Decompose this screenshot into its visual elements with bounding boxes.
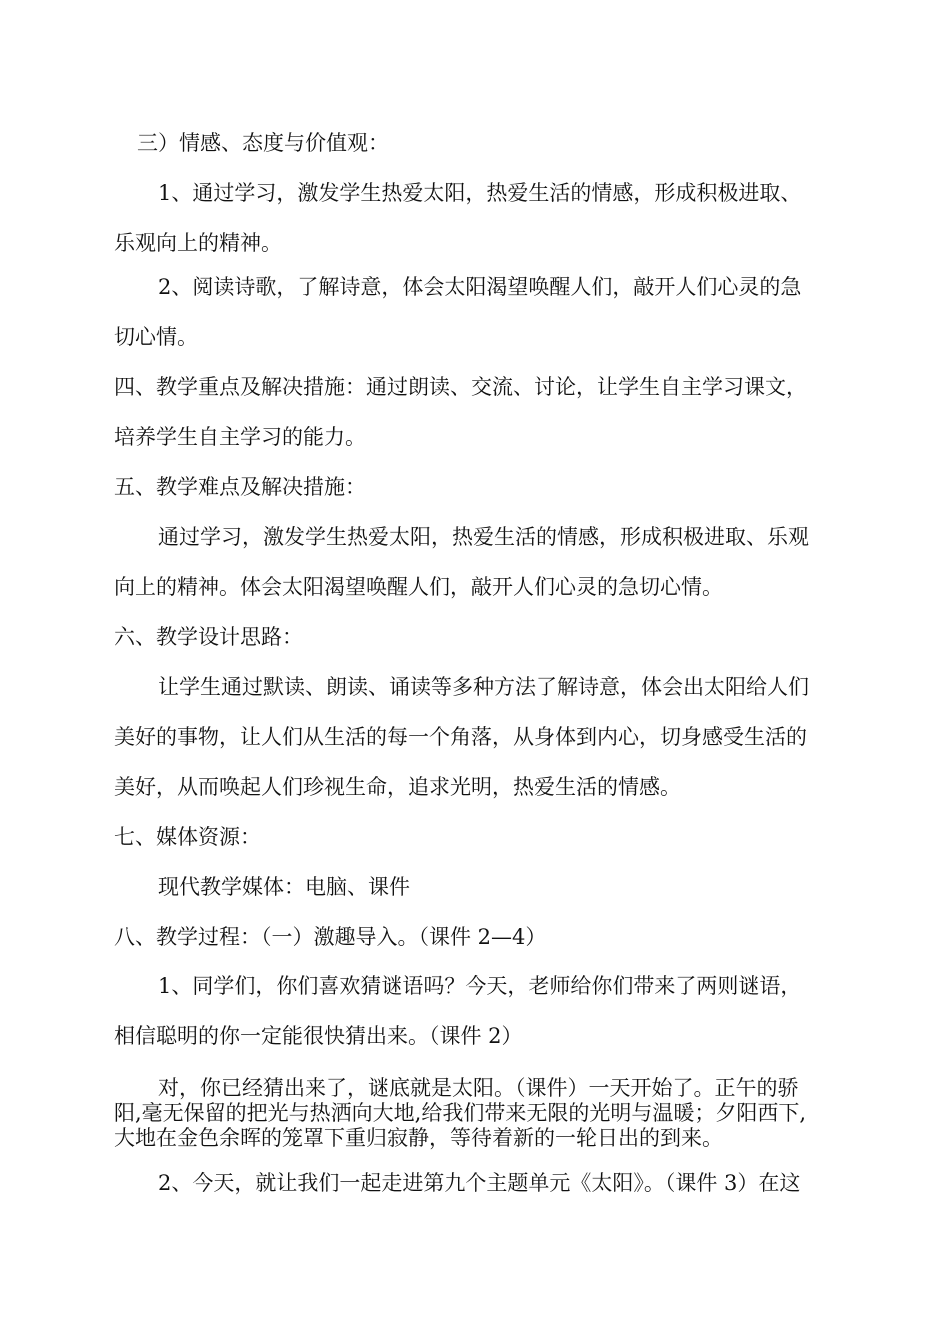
section-3-item-1-line-2: 乐观向上的精神。 (114, 231, 282, 255)
section-5-body-line-1: 通过学习，激发学生热爱太阳，热爱生活的情感，形成积极进取、乐观 (158, 525, 809, 549)
section-5-heading: 五、教学难点及解决措施： (114, 475, 366, 499)
section-3-item-1-line-1: 1、通过学习，激发学生热爱太阳，热爱生活的情感，形成积极进取、 (158, 181, 802, 205)
section-6-body-line-1: 让学生通过默读、朗读、诵读等多种方法了解诗意，体会出太阳给人们 (158, 675, 809, 699)
section-6-heading: 六、教学设计思路： (114, 625, 303, 649)
section-5-body-line-2: 向上的精神。体会太阳渴望唤醒人们，敲开人们心灵的急切心情。 (114, 575, 723, 599)
section-6-body-line-2: 美好的事物，让人们从生活的每一个角落，从身体到内心，切身感受生活的 (114, 725, 807, 749)
section-8-paragraph-line-3: 大地在金色余晖的笼罩下重归寂静，等待着新的一轮日出的到来。 (114, 1126, 723, 1150)
section-3-item-2-line-1: 2、阅读诗歌，了解诗意，体会太阳渴望唤醒人们，敲开人们心灵的急 (158, 275, 802, 299)
section-8-item-2-line-1: 2、今天，就让我们一起走进第九个主题单元《太阳》。（课件 3）在这 (158, 1171, 801, 1195)
section-8-item-1-line-1: 1、同学们，你们喜欢猜谜语吗？今天，老师给你们带来了两则谜语， (158, 974, 802, 998)
section-7-body: 现代教学媒体：电脑、课件 (158, 875, 410, 899)
section-4-line-2: 培养学生自主学习的能力。 (114, 425, 366, 449)
section-8-paragraph-line-2: 阳,毫无保留的把光与热洒向大地,给我们带来无限的光明与温暖；夕阳西下, (114, 1101, 807, 1125)
section-3-item-2-line-2: 切心情。 (114, 325, 198, 349)
section-8-heading: 八、教学过程：（一）激趣导入。（课件 2—4） (114, 925, 547, 949)
section-8-paragraph-line-1: 对，你已经猜出来了，谜底就是太阳。（课件）一天开始了。正午的骄 (158, 1076, 799, 1100)
section-8-item-1-line-2: 相信聪明的你一定能很快猜出来。（课件 2） (114, 1024, 523, 1048)
section-7-heading: 七、媒体资源： (114, 825, 261, 849)
section-3-heading: 三）情感、态度与价值观： (137, 131, 389, 155)
section-6-body-line-3: 美好，从而唤起人们珍视生命，追求光明，热爱生活的情感。 (114, 775, 681, 799)
section-4-line-1: 四、教学重点及解决措施：通过朗读、交流、讨论，让学生自主学习课文， (114, 375, 807, 399)
